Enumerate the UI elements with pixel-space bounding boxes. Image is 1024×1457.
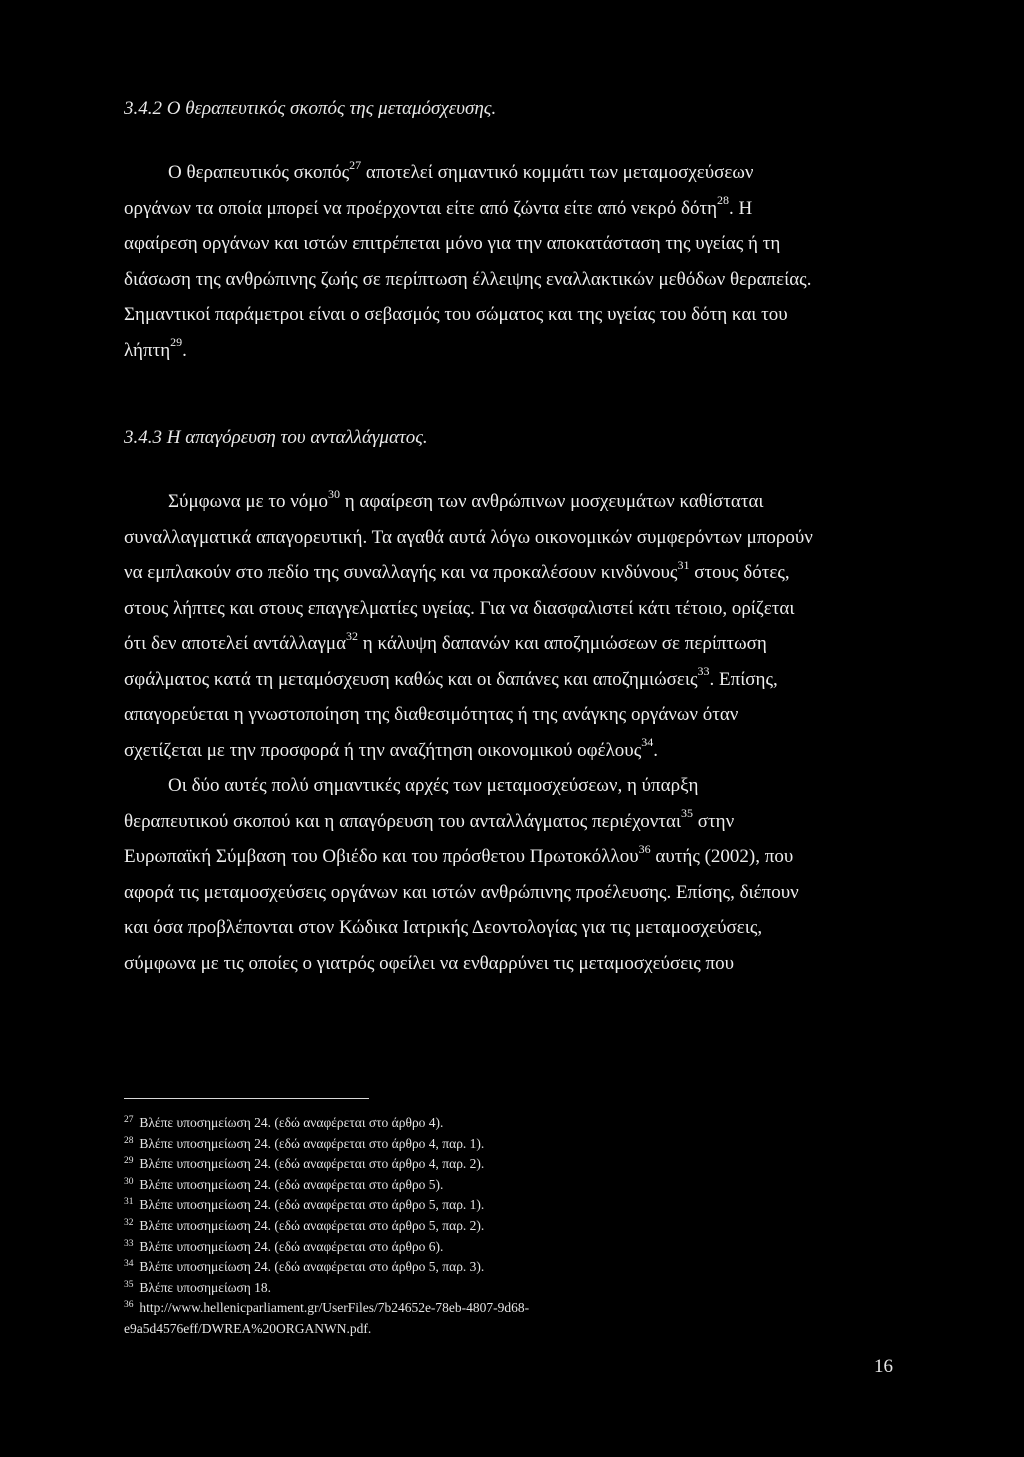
text-segment: . [653, 739, 658, 761]
footnote-ref: 27 [349, 157, 362, 172]
text-line [124, 191, 904, 227]
text-line [124, 733, 904, 769]
text-line [124, 262, 904, 298]
text-segment: Ευρωπαϊκή Σύμβαση του Οβιέδο και του πρόσθετου Πρωτοκόλλου [124, 846, 639, 867]
footnote-item [124, 1279, 744, 1300]
footnote-item [124, 1217, 744, 1238]
text-segment: στους δότες, [689, 562, 790, 583]
text-line [124, 662, 904, 698]
text-line [124, 946, 904, 982]
footnote-number: 30 [124, 1176, 134, 1187]
footnote-text: Βλέπε υποσημείωση 24. (εδώ αναφέρεται στο άρθρο 4, παρ. 1). [136, 1135, 485, 1151]
text-line [124, 804, 904, 840]
text-segment: Οι δύο αυτές πολύ σημαντικές αρχές των μεταμοσχεύσεων, η ύπαρξη [168, 775, 699, 796]
footnote-item [124, 1114, 744, 1135]
paragraph-prohibition-of-exchange [124, 484, 904, 981]
text-line [124, 555, 904, 591]
text-segment: στους λήπτες και στους επαγγελματίες υγείας. Για να διασφαλιστεί κάτι τέτοιο, ορίζεται [124, 597, 795, 619]
footnote-number: 35 [124, 1279, 134, 1290]
footnote-ref: 34 [641, 735, 654, 750]
text-segment: . Επίσης, [709, 668, 778, 690]
text-segment: αυτής (2002), που [650, 846, 794, 867]
text-segment: . [182, 339, 187, 361]
text-segment: σφάλματος κατά τη μεταμόσχευση καθώς και οι δαπάνες και αποζημιώσεις [124, 668, 698, 690]
text-segment: Σημαντικοί παράμετροι είναι ο σεβασμός του σώματος και της υγείας του δότη και του [124, 304, 788, 325]
footnote-number: 33 [124, 1238, 134, 1249]
section-heading-3-4-2: 3.4.2 Ο θεραπευτικός σκοπός της μεταμόσχευσης. [124, 98, 497, 119]
text-segment: συναλλαγματικά απαγορευτική. Τα αγαθά αυτά λόγω οικονομικών συμφερόντων μπορούν [124, 526, 813, 548]
footnote-number: 36 [124, 1300, 134, 1311]
footnote-text: e9a5d4576eff/DWREA%20ORGANWN.pdf. [124, 1320, 372, 1336]
footnote-number: 28 [124, 1135, 134, 1146]
text-line [124, 839, 904, 875]
page-number: 16 [874, 1356, 893, 1377]
footnote-number: 29 [124, 1156, 134, 1167]
footnote-number: 31 [124, 1197, 134, 1208]
text-line [124, 591, 904, 627]
footnote-number: 32 [124, 1217, 134, 1228]
text-line [124, 697, 904, 733]
text-segment: η αφαίρεση των ανθρώπινων μοσχευμάτων καθίσταται [340, 491, 764, 512]
footnote-number: 34 [124, 1259, 134, 1270]
text-segment: στην [693, 810, 735, 832]
text-line [124, 297, 904, 333]
text-segment: θεραπευτικού σκοπού και η απαγόρευση του ανταλλάγματος περιέχονται [124, 810, 682, 832]
text-line [124, 520, 904, 556]
footnote-ref: 35 [681, 806, 694, 821]
footnote-text: Βλέπε υποσημείωση 24. (εδώ αναφέρεται στο άρθρο 5). [136, 1176, 444, 1192]
text-segment: σύμφωνα με τις οποίες ο γιατρός οφείλει να ενθαρρύνει τις μεταμοσχεύσεις που [124, 952, 735, 974]
footnote-ref: 33 [697, 664, 710, 679]
footnote-ref: 31 [677, 557, 690, 572]
text-segment: Σύμφωνα με το νόμο [168, 491, 328, 512]
footnote-item [124, 1135, 744, 1156]
footnote-text: Βλέπε υποσημείωση 18. [136, 1279, 272, 1295]
footnote-text: http://www.hellenicparliament.gr/UserFiles/7b24652e-78eb-4807-9d68- [136, 1300, 530, 1316]
text-segment: να εμπλακούν στο πεδίο της συναλλαγής και να προκαλέσουν κινδύνους [124, 562, 678, 583]
text-line [124, 875, 904, 911]
text-segment: αφορά τις μεταμοσχεύσεις οργάνων και ιστών ανθρώπινης προέλευσης. Επίσης, διέπουν [124, 881, 799, 903]
footnote-text: Βλέπε υποσημείωση 24. (εδώ αναφέρεται στο άρθρο 4). [136, 1115, 444, 1130]
footnote-item [124, 1155, 744, 1176]
footnote-item [124, 1258, 744, 1279]
text-segment: η κάλυψη δαπανών και αποζημιώσεων σε περίπτωση [358, 633, 767, 654]
paragraph-therapeutic-purpose [124, 155, 904, 368]
text-segment: απαγορεύεται η γνωστοποίηση της διαθεσιμότητας ή της ανάγκης οργάνων όταν [124, 704, 739, 725]
text-segment: λήπτη [124, 339, 171, 361]
text-line [124, 333, 904, 369]
footnote-text: Βλέπε υποσημείωση 24. (εδώ αναφέρεται στο άρθρο 5, παρ. 2). [136, 1217, 485, 1233]
text-segment: . Η [729, 197, 753, 219]
footnote-item [124, 1320, 744, 1338]
footnote-number: 27 [124, 1115, 134, 1125]
footnote-item [124, 1196, 744, 1217]
text-line [124, 155, 904, 191]
text-line [124, 768, 904, 804]
text-line [124, 626, 904, 662]
footnote-item [124, 1299, 744, 1320]
footnote-item [124, 1176, 744, 1197]
text-segment: αποτελεί σημαντικό κομμάτι των μεταμοσχεύσεων [361, 162, 754, 183]
text-segment: ότι δεν αποτελεί αντάλλαγμα [124, 633, 347, 654]
footnotes [124, 1114, 744, 1338]
text-segment: διάσωση της ανθρώπινης ζωής σε περίπτωση έλλειψης εναλλακτικών μεθόδων θεραπείας. [124, 268, 812, 290]
footnote-ref: 30 [328, 486, 340, 501]
text-segment: οργάνων τα οποία μπορεί να προέρχονται είτε από ζώντα είτε από νεκρό δότη [124, 197, 718, 219]
footnote-ref: 32 [346, 628, 359, 643]
footnote-ref: 29 [170, 335, 183, 350]
footnote-ref: 36 [638, 841, 651, 856]
text-segment: και όσα προβλέπονται στον Κώδικα Ιατρικής Δεοντολογίας για τις μεταμοσχεύσεις, [124, 917, 763, 938]
footnote-ref: 28 [717, 193, 730, 208]
footnote-text: Βλέπε υποσημείωση 24. (εδώ αναφέρεται στο άρθρο 6). [136, 1238, 444, 1254]
text-line [124, 226, 904, 262]
footnote-separator [124, 1098, 369, 1099]
text-line [124, 910, 904, 946]
text-segment: σχετίζεται με την προσφορά ή την αναζήτηση οικονομικού οφέλους [124, 739, 642, 761]
text-line [124, 484, 904, 520]
text-segment: αφαίρεση οργάνων και ιστών επιτρέπεται μόνο για την αποκατάσταση της υγείας ή τη [124, 233, 781, 254]
footnote-text: Βλέπε υποσημείωση 24. (εδώ αναφέρεται στο άρθρο 4, παρ. 2). [136, 1156, 485, 1172]
text-segment: Ο θεραπευτικός σκοπός [168, 162, 350, 183]
footnote-text: Βλέπε υποσημείωση 24. (εδώ αναφέρεται στο άρθρο 5, παρ. 1). [136, 1197, 485, 1213]
footnote-item [124, 1238, 744, 1259]
footnote-text: Βλέπε υποσημείωση 24. (εδώ αναφέρεται στο άρθρο 5, παρ. 3). [136, 1259, 485, 1275]
section-heading-3-4-3: 3.4.3 Η απαγόρευση του ανταλλάγματος. [124, 427, 428, 448]
